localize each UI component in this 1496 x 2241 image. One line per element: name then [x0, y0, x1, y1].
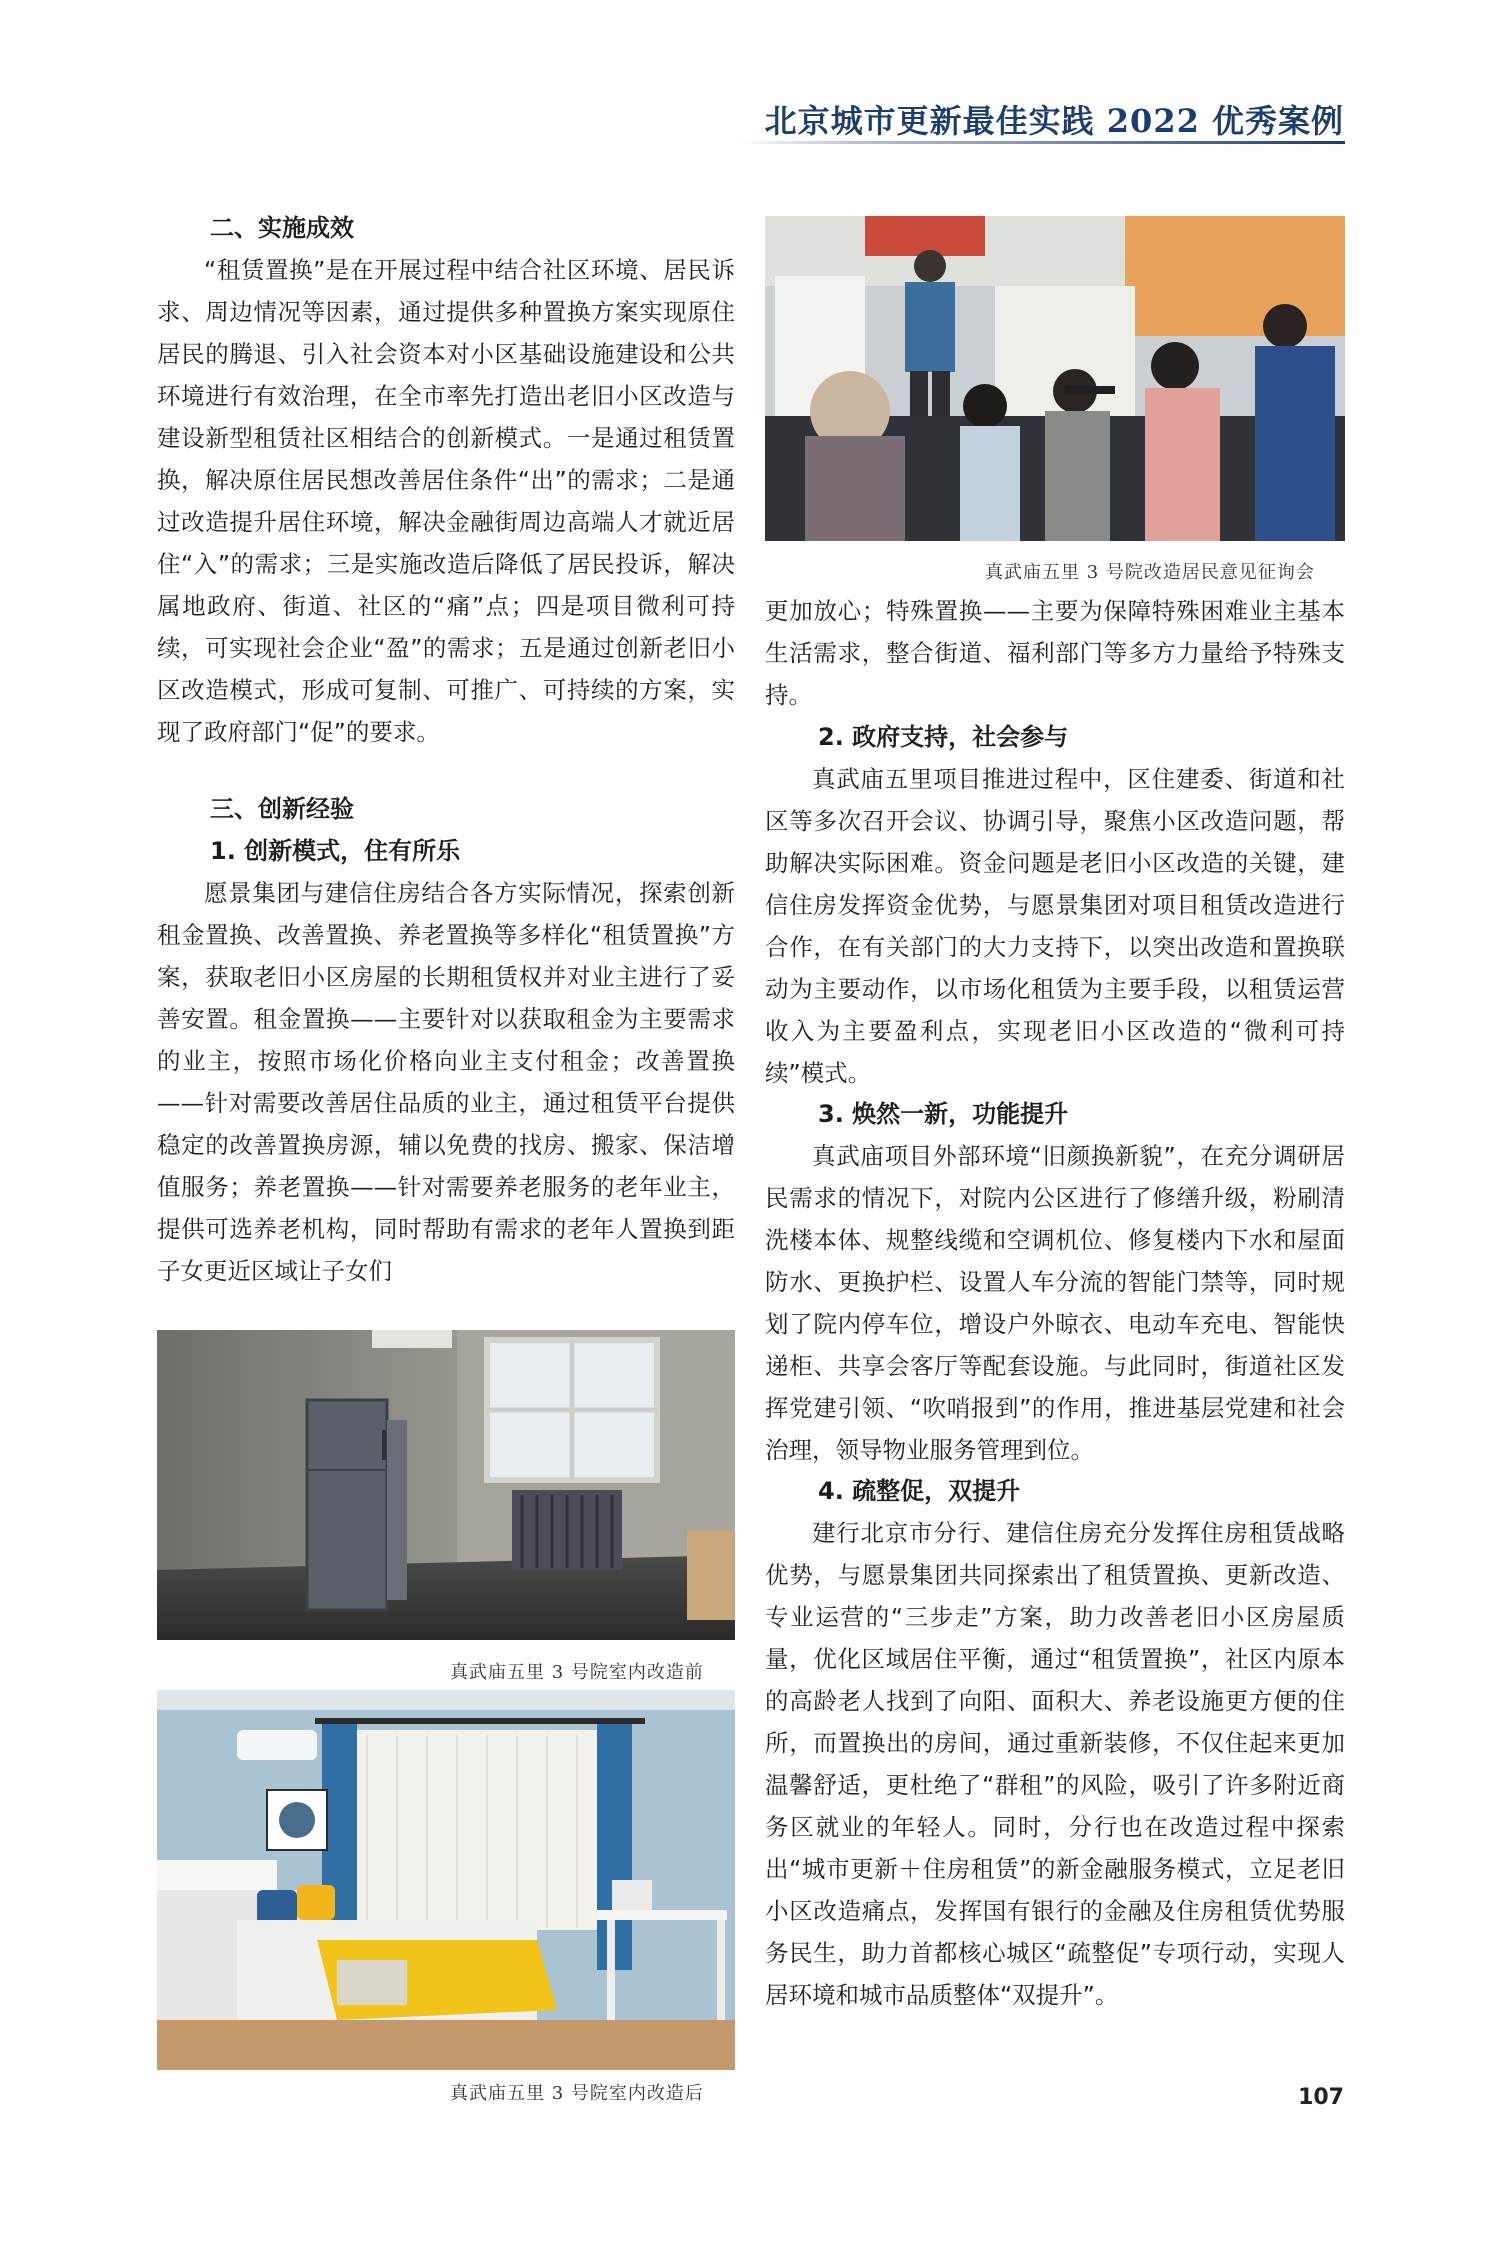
- photo-before-renovation: [157, 1330, 735, 1640]
- photo-meeting-image: [765, 216, 1345, 541]
- subsection-2-heading: 2. 政府支持，社会参与: [818, 723, 1069, 751]
- subsection-3-heading: 3. 焕然一新，功能提升: [818, 1100, 1069, 1128]
- section-2-paragraph: “租赁置换”是在开展过程中结合社区环境、居民诉求、周边情况等因素，通过提供多种置换方案实现原住居民的腾退、引入社会资本对小区基础设施建设和公共环境进行有效治理，在全市率先打造出老旧小区改造与建设新型租赁社区相结合的创新模式。一是通过租赁置换，解决原住居民想改善居住条件“出”的需求；二是通过改造提升居住环境，解决金融街周边高端人才就近居住“入”的需求；三是实施改造后降低了居民投诉，解决属地政府、街道、社区的“痛”点；四是项目微利可持续，可实现社会企业“盈”的需求；五是通过创新老旧小区改造模式，形成可复制、可推广、可持续的方案，实现了政府部门“促”的要求。: [157, 256, 735, 746]
- photo-before-caption: 真武庙五里 3 号院室内改造前: [450, 1662, 704, 1683]
- photo-before-image: [157, 1330, 735, 1640]
- header-title: 北京城市更新最佳实践 2022 优秀案例: [764, 102, 1344, 140]
- subsection-1-paragraph: 愿景集团与建信住房结合各方实际情况，探索创新租金置换、改善置换、养老置换等多样化“租赁置换”方案，获取老旧小区房屋的长期租赁权并对业主进行了妥善安置。租金置换——主要针对以获取租金为主要需求的业主，按照市场化价格向业主支付租金；改善置换——针对需要改善居住品质的业主，通过租赁平台提供稳定的改善置换房源，辅以免费的找房、搬家、保洁增值服务；养老置换——针对需要养老服务的老年业主，提供可选养老机构，同时帮助有需求的老年人置换到距子女更近区域让子女们: [157, 879, 735, 1285]
- subsection-4-heading: 4. 疏整促，双提升: [818, 1477, 1021, 1505]
- photo-after-image: [157, 1690, 735, 2070]
- subsection-1-heading: 1. 创新模式，住有所乐: [210, 837, 461, 865]
- subsection-3-paragraph: 真武庙项目外部环境“旧颜换新貌”，在充分调研居民需求的情况下，对院内公区进行了修缮升级，粉刷清洗楼本体、规整线缆和空调机位、修复楼内下水和屋面防水、更换护栏、设置人车分流的智能门禁等，同时规划了院内停车位，增设户外晾衣、电动车充电、智能快递柜、共享会客厅等配套设施。与此同时，街道社区发挥党建引领、“吹哨报到”的作用，推进基层党建和社会治理，领导物业服务管理到位。: [765, 1142, 1345, 1464]
- subsection-4-paragraph: 建行北京市分行、建信住房充分发挥住房租赁战略优势，与愿景集团共同探索出了租赁置换、更新改造、专业运营的“三步走”方案，助力改善老旧小区房屋质量，优化区域居住平衡，通过“租赁置换”，社区内原本的高龄老人找到了向阳、面积大、养老设施更方便的住所，而置换出的房间，通过重新装修，不仅住起来更加温馨舒适，更杜绝了“群租”的风险，吸引了许多附近商务区就业的年轻人。同时，分行也在改造过程中探索出“城市更新＋住房租赁”的新金融服务模式，立足老旧小区改造痛点，发挥国有银行的金融及住房租赁优势服务民生，助力首都核心城区“疏整促”专项行动，实现人居环境和城市品质整体“双提升”。: [765, 1519, 1345, 2009]
- photo-resident-meeting: [765, 216, 1345, 541]
- header-rule: [735, 141, 1345, 144]
- subsection-2-paragraph: 真武庙五里项目推进过程中，区住建委、街道和社区等多次召开会议、协调引导，聚焦小区改造问题，帮助解决实际困难。资金问题是老旧小区改造的关键，建信住房发挥资金优势，与愿景集团对项目租赁改造进行合作，在有关部门的大力支持下，以突出改造和置换联动为主要动作，以市场化租赁为主要手段，以租赁运营收入为主要盈利点，实现老旧小区改造的“微利可持续”模式。: [765, 765, 1345, 1087]
- page-number: 107: [1298, 2085, 1344, 2110]
- photo-after-caption: 真武庙五里 3 号院室内改造后: [450, 2083, 704, 2104]
- section-2-heading: 二、实施成效: [210, 214, 354, 242]
- photo-meeting-caption: 真武庙五里 3 号院改造居民意见征询会: [985, 562, 1315, 583]
- photo-after-renovation: [157, 1690, 735, 2070]
- continued-paragraph: 更加放心；特殊置换——主要为保障特殊困难业主基本生活需求，整合街道、福利部门等多方力量给予特殊支持。: [765, 597, 1345, 709]
- section-3-heading: 三、创新经验: [210, 795, 354, 823]
